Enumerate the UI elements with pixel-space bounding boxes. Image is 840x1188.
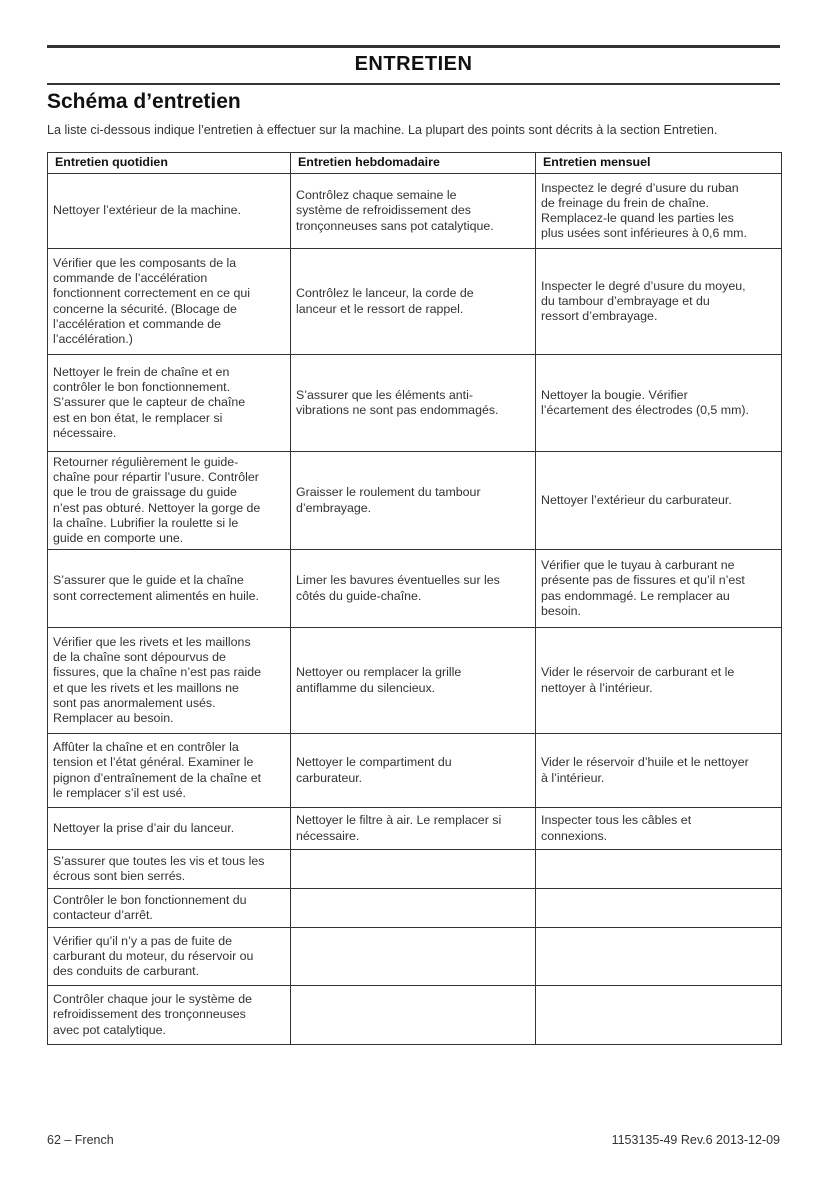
table-row xyxy=(48,174,782,249)
cell-daily: Nettoyer la prise d’air du lanceur. xyxy=(48,808,291,850)
header-daily: Entretien quotidien xyxy=(48,153,291,174)
intro-text: La liste ci-dessous indique l’entretien à effectuer sur la machine. La plupart des points sont décrits à la section Entretien. xyxy=(47,123,718,137)
cell-daily: Vérifier que les composants de la commande de l’accélération fonctionnent correctement en ce qui concerne la sécurité. (Blocage de l’accélération et commande de l’accélération.) xyxy=(48,249,291,355)
table-row xyxy=(48,452,782,550)
cell-monthly xyxy=(536,986,782,1045)
table-row xyxy=(48,249,782,355)
cell-weekly: Nettoyer le filtre à air. Le remplacer si nécessaire. xyxy=(291,808,536,850)
cell-weekly xyxy=(291,850,536,889)
cell-daily: Nettoyer le frein de chaîne et en contrôler le bon fonctionnement. S’assurer que le capteur de chaîne est en bon état, le remplacer si nécessaire. xyxy=(48,355,291,452)
title-rule xyxy=(47,83,780,85)
cell-weekly: Nettoyer ou remplacer la grille antiflamme du silencieux. xyxy=(291,628,536,734)
table-row xyxy=(48,808,782,850)
cell-monthly: Vérifier que le tuyau à carburant ne présente pas de fissures et qu’il n’est pas endommagé. Le remplacer au besoin. xyxy=(536,550,782,628)
table-row xyxy=(48,628,782,734)
cell-daily: Contrôler chaque jour le système de refroidissement des tronçonneuses avec pot catalytique. xyxy=(48,986,291,1045)
cell-monthly: Inspecter tous les câbles et connexions. xyxy=(536,808,782,850)
cell-monthly: Inspectez le degré d’usure du ruban de freinage du frein de chaîne. Remplacez-le quand les parties les plus usées sont inférieures à 0,6 mm. xyxy=(536,174,782,249)
cell-monthly: Nettoyer la bougie. Vérifier l’écartement des électrodes (0,5 mm). xyxy=(536,355,782,452)
page-heading: Schéma d’entretien xyxy=(47,90,241,113)
table-row xyxy=(48,850,782,889)
header-monthly: Entretien mensuel xyxy=(536,153,782,174)
cell-weekly: Graisser le roulement du tambour d’embrayage. xyxy=(291,452,536,550)
top-rule xyxy=(47,45,780,48)
table-row xyxy=(48,734,782,808)
cell-monthly xyxy=(536,928,782,986)
cell-monthly xyxy=(536,850,782,889)
cell-monthly: Nettoyer l’extérieur du carburateur. xyxy=(536,452,782,550)
header-weekly: Entretien hebdomadaire xyxy=(291,153,536,174)
cell-weekly: Contrôlez le lanceur, la corde de lanceur et le ressort de rappel. xyxy=(291,249,536,355)
section-title: ENTRETIEN xyxy=(354,53,473,75)
table-row xyxy=(48,928,782,986)
cell-weekly xyxy=(291,928,536,986)
cell-monthly: Vider le réservoir d’huile et le nettoyer à l’intérieur. xyxy=(536,734,782,808)
page-number: 62 – French xyxy=(47,1133,114,1147)
cell-monthly xyxy=(536,889,782,928)
cell-daily: Nettoyer l’extérieur de la machine. xyxy=(48,174,291,249)
table-row xyxy=(48,986,782,1045)
cell-daily: Contrôler le bon fonctionnement du contacteur d’arrêt. xyxy=(48,889,291,928)
cell-daily: Affûter la chaîne et en contrôler la tension et l’état général. Examiner le pignon d’entraînement de la chaîne et le remplacer s’il est usé. xyxy=(48,734,291,808)
table-row xyxy=(48,355,782,452)
cell-weekly: Nettoyer le compartiment du carburateur. xyxy=(291,734,536,808)
table-row xyxy=(48,550,782,628)
cell-daily: S’assurer que le guide et la chaîne sont correctement alimentés en huile. xyxy=(48,550,291,628)
cell-monthly: Inspecter le degré d’usure du moyeu, du tambour d’embrayage et du ressort d’embrayage. xyxy=(536,249,782,355)
document-reference: 1153135-49 Rev.6 2013-12-09 xyxy=(611,1133,780,1147)
maintenance-schedule-table xyxy=(47,152,782,1045)
table-header-row xyxy=(48,153,782,174)
cell-daily: Vérifier qu’il n’y a pas de fuite de carburant du moteur, du réservoir ou des conduits de carburant. xyxy=(48,928,291,986)
cell-weekly: S’assurer que les éléments anti- vibrations ne sont pas endommagés. xyxy=(291,355,536,452)
table-row xyxy=(48,889,782,928)
cell-weekly xyxy=(291,889,536,928)
cell-daily: Vérifier que les rivets et les maillons de la chaîne sont dépourvus de fissures, que la chaîne n’est pas raide et que les rivets et les maillons ne sont pas anormalement usés. Remplacer au besoin. xyxy=(48,628,291,734)
cell-monthly: Vider le réservoir de carburant et le nettoyer à l’intérieur. xyxy=(536,628,782,734)
cell-weekly: Contrôlez chaque semaine le système de refroidissement des tronçonneuses sans pot catalytique. xyxy=(291,174,536,249)
cell-daily: Retourner régulièrement le guide- chaîne pour répartir l’usure. Contrôler que le trou de graissage du guide n’est pas obturé. Nettoyer la gorge de la chaîne. Lubrifier la roulette si le guide en comporte une. xyxy=(48,452,291,550)
cell-daily: S’assurer que toutes les vis et tous les écrous sont bien serrés. xyxy=(48,850,291,889)
cell-weekly xyxy=(291,986,536,1045)
cell-weekly: Limer les bavures éventuelles sur les côtés du guide-chaîne. xyxy=(291,550,536,628)
